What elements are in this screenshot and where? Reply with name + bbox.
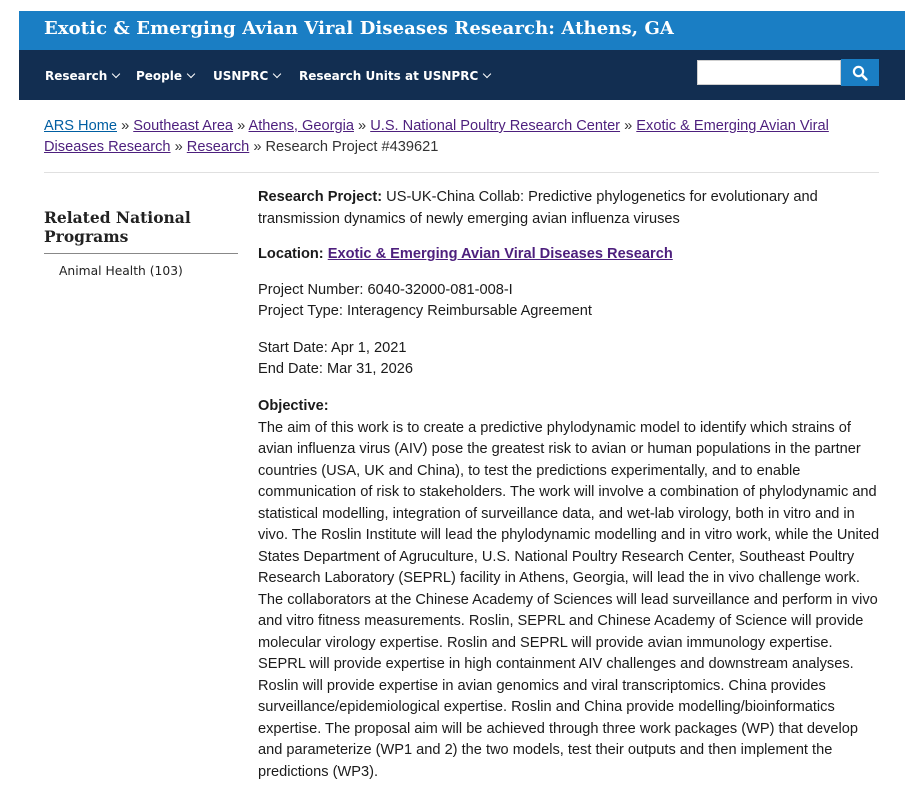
project-title: US-UK-China Collab: Predictive phylogenetics for evolutionary and transmission dynamics of newly emerging avian influenza viruses: [258, 189, 818, 227]
breadcrumb-separator: »: [121, 118, 130, 134]
sidebar-divider: [44, 253, 238, 254]
nav-item-label: Research: [45, 69, 108, 83]
location-block: [258, 244, 883, 266]
end-date-line: [258, 359, 883, 381]
nav-item-research[interactable]: [45, 69, 119, 83]
start-date-label: Start Date:: [258, 340, 328, 356]
breadcrumb-separator: »: [237, 118, 246, 134]
divider: [44, 172, 879, 173]
end-date: Mar 31, 2026: [326, 361, 413, 377]
breadcrumb-separator: »: [253, 139, 262, 155]
breadcrumb-link-athens-georgia[interactable]: Athens, Georgia: [248, 118, 354, 134]
project-number-label: Project Number:: [258, 282, 364, 298]
breadcrumb-separator: »: [624, 118, 633, 134]
chevron-down-icon: [187, 70, 195, 78]
chevron-down-icon: [273, 70, 281, 78]
start-date: Apr 1, 2021: [331, 340, 407, 356]
chevron-down-icon: [112, 70, 120, 78]
search-input[interactable]: [697, 60, 841, 85]
breadcrumb: [44, 116, 864, 158]
breadcrumb-link-usnprc[interactable]: U.S. National Poultry Research Center: [370, 118, 621, 134]
breadcrumb-current: Research Project #439621: [265, 139, 439, 155]
project-title-block: [258, 187, 883, 230]
sidebar-heading: Related National Programs: [44, 208, 191, 246]
objective-block: [258, 396, 883, 783]
project-number-line: [258, 280, 883, 302]
end-date-label: End Date:: [258, 361, 323, 377]
nav-item-people[interactable]: [136, 69, 194, 83]
nav-item-label: People: [136, 69, 183, 83]
main-nav: [19, 50, 905, 100]
nav-item-usnprc[interactable]: [213, 69, 280, 83]
project-type-label: Project Type:: [258, 303, 343, 319]
start-date-line: [258, 338, 883, 360]
project-title-label: Research Project:: [258, 189, 383, 205]
site-title[interactable]: Exotic & Emerging Avian Viral Diseases Research: Athens, GA: [44, 18, 674, 39]
objective-label: Objective:: [258, 398, 329, 414]
nav-item-label: Research Units at USNPRC: [299, 69, 479, 83]
nav-item-research-units[interactable]: [299, 69, 490, 83]
breadcrumb-separator: »: [358, 118, 367, 134]
location-label: Location:: [258, 246, 324, 262]
chevron-down-icon: [483, 70, 491, 78]
sidebar-item-animal-health[interactable]: Animal Health (103): [59, 264, 183, 278]
nav-item-label: USNPRC: [213, 69, 269, 83]
location-link[interactable]: Exotic & Emerging Avian Viral Diseases Research: [327, 246, 673, 262]
breadcrumb-separator: »: [174, 139, 183, 155]
breadcrumb-link-research-unit[interactable]: Exotic & Emerging Avian Viral Diseases Research: [44, 118, 829, 155]
objective-text: The aim of this work is to create a predictive phylodynamic model to identify which strains of avian influenza virus (AIV) pose the greatest risk to avian or human populations in the partner countries (USA, UK and China), to test the predictions experimentally, and to enable communication of risk to stakeholders. The work will involve a combination of phylodynamic and statistical modelling, integration of surveillance data, and wet-lab virology, both in vitro and in vivo. The Roslin Institute will lead the phylodynamic modelling and in vitro work, while the United States Department of Agruculture, U.S. National Poultry Research Center, Southeast Poultry Research Laboratory (SEPRL) facility in Athens, Georgia, will lead the in vivo challenge work. The collaborators at the Chinese Academy of Sciences will lead surveillance and perform in vivo and vitro fitness measurements. Roslin, SEPRL and Chinese Academy of Science will provide molecular virology expertise. Roslin and SEPRL will provide avian immunology expertise. SEPRL will provide expertise in high containment AIV challenges and downstream analyses. Roslin will provide expertise in avian genomics and viral transcriptomics. China provides surveillance/epidemiological expertise. Roslin and China provide modelling/bioinformatics expertise. The proposal aim will be achieved through three work packages (WP) that develop and parameterize (WP1 and 2) the two models, test their outputs and then implement the predictions (WP3).: [258, 419, 880, 780]
project-type-line: [258, 301, 883, 323]
project-type: Interagency Reimbursable Agreement: [346, 303, 592, 319]
breadcrumb-link-southeast-area[interactable]: Southeast Area: [133, 118, 234, 134]
breadcrumb-link-ars-home[interactable]: ARS Home: [44, 118, 117, 134]
search-button[interactable]: [841, 59, 879, 86]
project-number: 6040-32000-081-008-I: [367, 282, 513, 298]
site-banner: [19, 11, 905, 50]
breadcrumb-link-research[interactable]: Research: [186, 139, 250, 155]
search-icon: [852, 65, 868, 81]
